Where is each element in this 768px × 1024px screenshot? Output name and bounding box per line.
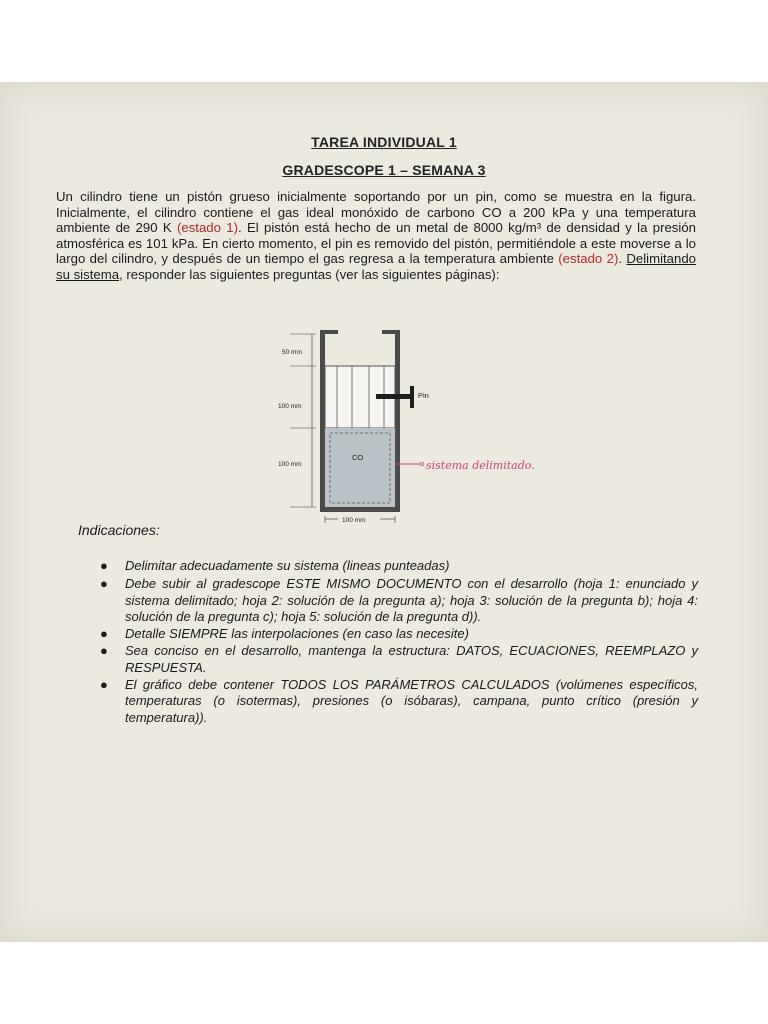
cylinder-left-wall: [320, 330, 325, 512]
delimit-system-phrase: Delimitando su sistema: [56, 251, 697, 282]
indicaciones-heading: Indicaciones:: [78, 522, 160, 538]
intro-text-1: Un cilindro tiene un pistón grueso inicialmente soportando por un pin, como se muestra en la figura. Inicialmente, el cilindro contiene el gas ideal monóxido de carbono CO a 200 kPa y una temperatura ambiente de 290 K: [56, 189, 696, 236]
document-title: TAREA INDIVIDUAL 1: [311, 134, 457, 150]
dim-mid-label: 100 mm: [278, 403, 302, 410]
list-item: ● El gráfico debe contener TODOS LOS PARÁMETROS CALCULADOS (volúmenes específicos, temperaturas (o isotermas), presiones (o isóbaras), campana, punto crítico (presión y temperatura)).: [100, 676, 698, 726]
bullet-icon: ●: [100, 575, 108, 591]
gas-region: [325, 428, 395, 507]
dim-top-label: 50 mm: [282, 349, 302, 356]
bullet-icon: ●: [100, 558, 108, 573]
bullet-icon: ●: [100, 642, 108, 658]
document-subtitle: GRADESCOPE 1 – SEMANA 3: [282, 162, 486, 178]
cylinder-bottom: [320, 507, 400, 512]
piston-cylinder-figure: [272, 326, 572, 526]
left-stop: [320, 330, 338, 334]
dim-bottom-label: 100 mm: [278, 461, 302, 468]
list-item: ● Sea conciso en el desarrollo, mantenga la estructura: DATOS, ECUACIONES, REEMPLAZO y RESPUESTA.: [100, 642, 698, 675]
problem-statement: [56, 189, 696, 283]
intro-text-3: .: [618, 251, 627, 267]
state-2-label: (estado 2): [558, 251, 619, 267]
dim-width-label: 100 mm: [342, 517, 366, 524]
pin: [376, 394, 412, 399]
indicaciones-list: [100, 558, 698, 727]
right-stop: [382, 330, 400, 334]
intro-text-2: . El pistón está hecho de un metal de 8000 kg/m³ de densidad y la presión atmosférica es 101 kPa. En cierto momento, el pin es removido del pistón, permitiéndole a este moverse a lo largo del cilindro, y después de un tiempo el gas regresa a la temperatura ambiente: [56, 220, 696, 267]
list-item: ● Delimitar adecuadamente su sistema (lineas punteadas): [100, 558, 450, 573]
cylinder-right-wall: [395, 330, 400, 512]
intro-text-4: , responder las siguientes preguntas (ver las siguientes páginas):: [119, 266, 500, 282]
bullet-icon: ●: [100, 626, 108, 642]
gas-label: CO: [352, 453, 364, 462]
pin-label: Pin: [418, 391, 429, 400]
state-1-label: (estado 1): [176, 220, 238, 236]
document-page: [0, 82, 768, 942]
bullet-icon: ●: [100, 676, 108, 692]
pin-head: [410, 386, 414, 408]
handwritten-annotation: sistema delimitado.: [426, 459, 535, 472]
list-item: ● Debe subir al gradescope ESTE MISMO DOCUMENTO con el desarrollo (hoja 1: enunciado y sistema delimitado; hoja 2: solución de la pregunta a); hoja 3: solución de la pregunta b); hoja 4: solución de la pregunta c); hoja 5: solución de la pregunta d)).: [100, 575, 698, 625]
list-item: ● Detalle SIEMPRE las interpolaciones (en caso las necesite): [100, 626, 469, 642]
